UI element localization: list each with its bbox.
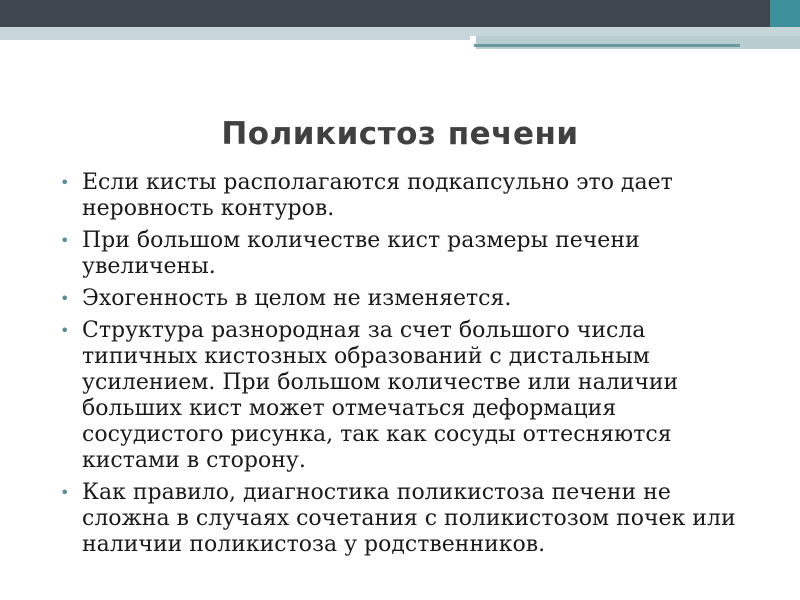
list-item: [60, 170, 740, 222]
list-item-text: Как правило, диагностика поликистоза печени не сложна в случаях сочетания с поликистозом почек или наличии поликистоза у родственников.: [82, 480, 736, 557]
bullet-list: [60, 170, 740, 564]
bullet-icon: •: [60, 321, 70, 340]
slide-title: Поликистоз печени: [221, 116, 579, 152]
list-item-text: Структура разнородная за счет большого числа типичных кистозных образований с дистальным усилением. При большом количестве или наличии больших кист может отмечаться деформация сосудистого рисунка, так как сосуды оттесняются кистами в сторону.: [82, 318, 679, 473]
bullet-icon: •: [60, 173, 70, 192]
header-band-dark: [0, 0, 800, 27]
list-item: [60, 228, 740, 280]
bullet-icon: •: [60, 231, 70, 250]
list-item: [60, 318, 740, 474]
list-item: [60, 286, 740, 312]
header-band-teal: [770, 0, 800, 27]
header-band-light-accent: [470, 36, 800, 49]
bullet-icon: •: [60, 483, 70, 502]
header-band-gap: [470, 36, 476, 49]
header-accent-line: [474, 44, 740, 47]
list-item-text: Эхогенность в целом не изменяется.: [82, 286, 512, 311]
bullet-icon: •: [60, 289, 70, 308]
list-item-text: Если кисты располагаются подкапсульно это дает неровность контуров.: [82, 170, 673, 221]
list-item-text: При большом количестве кист размеры печени увеличены.: [82, 228, 640, 279]
list-item: [60, 480, 740, 558]
